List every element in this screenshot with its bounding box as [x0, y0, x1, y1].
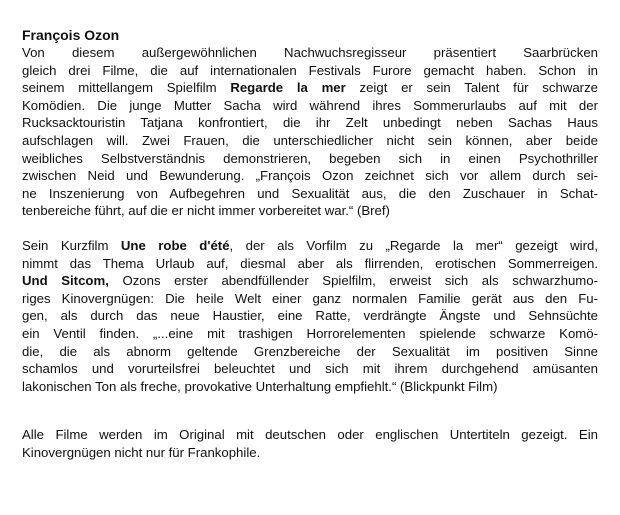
paragraph-subtitles-note: [22, 426, 598, 461]
text-line: gen, als durch das neue Haustier, eine Ratte, verdrängte Ängste und Sehnsüchte: [22, 308, 598, 324]
text-line: zwischen Neid und Bewunderung. „François Ozon zeichnet sich vor allem durch sei-: [22, 168, 598, 184]
film-title: Und Sitcom,: [22, 273, 109, 289]
text-line: ne Inszenierung von Aufbegehren und Sexualität aus, die den Zuschauer in Schat-: [22, 185, 598, 201]
text-line: gleich drei Filme, die auf internationalen Festivals Furore gemacht haben. Schon in: [22, 62, 598, 78]
text-line: seinem mittellangem Spielfilm Regarde la mer zeigt er sein Talent für schwarze: [22, 80, 598, 96]
text-line: riges Kinovergnügen: Die heile Welt einer ganz normalen Familie gerät aus den Fu-: [22, 290, 598, 306]
text-line: tenbereiche führt, auf die er nicht immer vorbereitet war.“ (Bref): [22, 203, 390, 219]
text-line: aufschlagen will. Zwei Frauen, die unterschiedlicher nicht sein können, aber beide: [22, 132, 598, 148]
text-line: die, die als abnorm geltende Grenzbereiche der Sexualität im positiven Sinne: [22, 343, 598, 359]
film-title: Une robe d'été: [120, 238, 230, 253]
text-line: ein Ventil finden. „...eine mit trashigen Horrorelementen spielende schwarze Komö-: [22, 325, 598, 341]
text-line: Alle Filme werden im Original mit deutschen oder englischen Untertiteln gezeigt. Ein: [22, 427, 598, 442]
text-line: nimmt das Thema Urlaub auf, diesmal aber als flirrenden, erotischen Sommerreigen.: [22, 255, 598, 271]
text-line: schamlos und vorurteilsfrei beleuchtet und sich mit ihrem durchgehend amüsanten: [22, 361, 598, 377]
text-line: lakonischen Ton als freche, provokative Unterhaltung empfiehlt.“ (Blickpunkt Film): [22, 378, 498, 394]
text-line: Von diesem außergewöhnlichen Nachwuchsregisseur präsentiert Saarbrücken: [22, 45, 598, 60]
text-line: Und Sitcom, Ozons erster abendfüllender Spielfilm, erweist sich als schwarzhumo-: [22, 273, 598, 289]
text-line: Rucksacktouristin Tatjana konfrontiert, die ihr Zelt unbedingt neben Sachas Haus: [22, 115, 598, 131]
paragraph-regarde-la-mer: [22, 44, 598, 220]
text-line: Kinovergnügen nicht nur für Frankophile.: [22, 444, 261, 460]
document-heading: François Ozon: [22, 27, 120, 43]
text-line: Sein Kurzfilm Une robe d'été, der als Vorfilm zu „Regarde la mer“ gezeigt wird,: [22, 238, 598, 253]
text-line: Komödien. Die junge Mutter Sacha wird während ihres Sommerurlaubs auf mit der: [22, 97, 598, 113]
paragraph-short-film-and-sitcom: [22, 237, 598, 395]
film-title: Regarde la mer: [230, 80, 346, 96]
text-line: weibliches Selbstverständnis demonstrieren, begeben sich in einen Psychothriller: [22, 150, 598, 166]
